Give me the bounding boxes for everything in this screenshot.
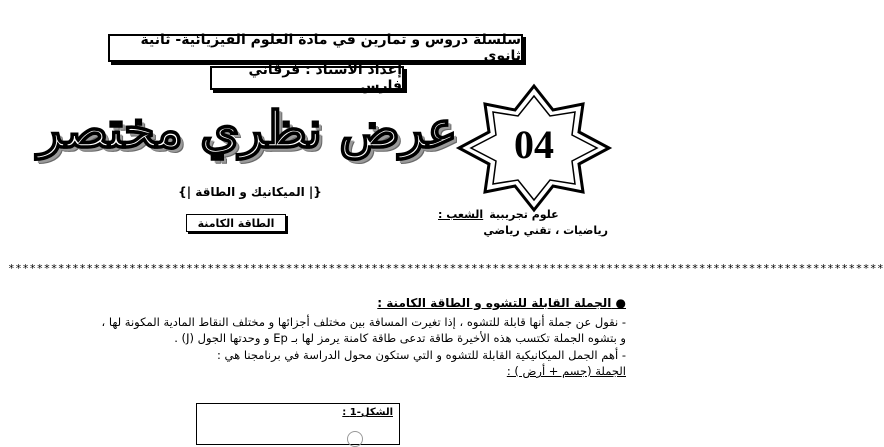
paragraph-line: و بتشوه الجملة تكتسب هذه الأخيرة طاقة تدعى طاقة كامنة يرمز لها بـ Ep و وحدتها الجول (J) . xyxy=(174,331,626,345)
star-separator: *************************************************************************************************************************** xyxy=(8,262,884,275)
unit-topic xyxy=(160,185,340,203)
streams-block xyxy=(438,207,608,247)
decorative-title: عرض نظري مختصر xyxy=(37,99,458,159)
paragraph-line: - أهم الجمل الميكانيكية القابلة للتشوه و التي ستكون محول الدراسة في برنامجنا هي : xyxy=(217,348,626,362)
author-line: إعداد الأستاذ : فرقاني فارس xyxy=(248,62,402,94)
bracket-left: {| xyxy=(178,185,192,199)
figure-box xyxy=(196,403,400,445)
bullet-icon: ● xyxy=(611,296,626,310)
bracket-right: |} xyxy=(308,185,322,199)
streams-row xyxy=(438,207,608,223)
ball-icon xyxy=(347,431,363,447)
stream-experimental-sciences: علوم تجريبية xyxy=(489,208,559,221)
unit-title: الميكانيك و الطاقة xyxy=(195,185,305,199)
figure-label: الشكل-1 : xyxy=(342,407,393,418)
section-heading xyxy=(377,296,626,310)
series-title: سلسلة دروس و تمارين في مادة العلوم الفيزيائية- ثانية ثانوي xyxy=(140,32,521,64)
series-title-box xyxy=(108,34,523,62)
paragraph-line: - نقول عن جملة أنها قابلة للتشوه ، إذا تغيرت المسافة بين مختلف أجزائها و مختلف النقاط المادية المكونة لها ، xyxy=(101,315,626,329)
stream-math: رياضيات ، تقني رياضي xyxy=(483,224,608,237)
streams-label: الشعب : xyxy=(438,208,484,221)
section-heading-text: الجملة القابلة للتشوه و الطاقة الكامنة : xyxy=(377,296,612,310)
lesson-number: 04 xyxy=(514,122,554,167)
system-heading: الجملة (جسم + أرض ) : xyxy=(506,364,626,378)
author-box xyxy=(210,62,404,94)
lesson-subtitle: الطاقة الكامنة xyxy=(197,216,275,230)
subtitle-box xyxy=(186,214,286,232)
